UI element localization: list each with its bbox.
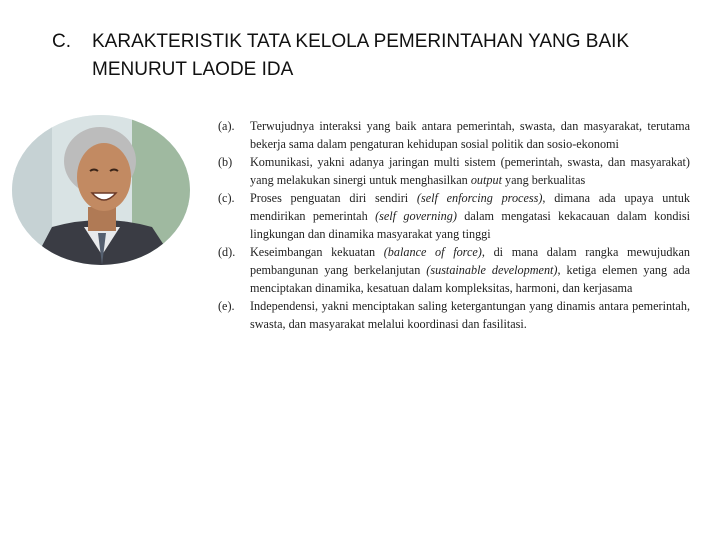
text-segment: dalam mengatasi kekacauan dalam kondisi lingkungan dan dinamika masyarakat yang tinggi (250, 209, 690, 241)
text-segment: Komunikasi, yakni adanya jaringan multi sistem (pemerintah, swasta, dan masyarakat) yang melakukan sinergi untuk menghasilkan (250, 155, 690, 187)
text-segment: , dimana ada upaya untuk mendirikan pemerintah (250, 191, 690, 223)
italic-term: (sustainable development) (426, 263, 558, 277)
heading-title-line-2: MENURUT LAODE IDA (92, 59, 294, 80)
list-item-marker: (b) (218, 155, 233, 169)
italic-term: (self governing) (375, 209, 457, 223)
heading-number: C. (52, 31, 71, 52)
list-item-text (250, 189, 690, 243)
list-item-text (250, 153, 690, 189)
text-segment: Keseimbangan kekuatan (250, 245, 384, 259)
list-item (218, 189, 690, 243)
italic-term: (balance of force) (383, 245, 482, 259)
text-segment: Proses penguatan diri sendiri (250, 191, 417, 205)
list-item-marker: (e). (218, 299, 235, 313)
heading-title-line-1: KARAKTERISTIK TATA KELOLA PEMERINTAHAN YANG BAIK (92, 31, 630, 52)
italic-term: (self enforcing process) (416, 191, 543, 205)
list-item (218, 297, 690, 333)
list-item-text: Terwujudnya interaksi yang baik antara pemerintah, swasta, dan masyarakat, terutama bekerja sama dalam pengaturan kehidupan sosial politik dan sosio-ekonomi (250, 119, 690, 151)
portrait-illustration (12, 115, 190, 265)
portrait-photo (12, 115, 190, 265)
list-item (218, 153, 690, 189)
list-item (218, 243, 690, 297)
text-segment: , di mana dalam rangka mewujudkan pembangunan yang berkelanjutan (250, 245, 691, 277)
characteristics-list (218, 117, 690, 333)
text-segment: yang berkualitas (501, 173, 586, 187)
list-item-marker: (c). (218, 191, 235, 205)
list-item-text: Independensi, yakni menciptakan saling ketergantungan yang dinamis antara pemerintah, swasta, dan masyarakat melalui koordinasi dan fasilitasi. (250, 299, 690, 331)
heading-line-1 (52, 28, 692, 56)
text-segment: , ketiga elemen yang ada menciptakan dinamika, kesatuan dalam kompleksitas, harmoni, dan kerjasama (250, 263, 690, 295)
heading-line-2 (52, 56, 692, 84)
list-item-text (250, 243, 690, 297)
list-item (218, 117, 690, 153)
slide-heading (52, 28, 692, 84)
list-item-marker: (d). (218, 245, 236, 259)
list-item-marker: (a). (218, 119, 235, 133)
italic-term: output (470, 173, 502, 187)
